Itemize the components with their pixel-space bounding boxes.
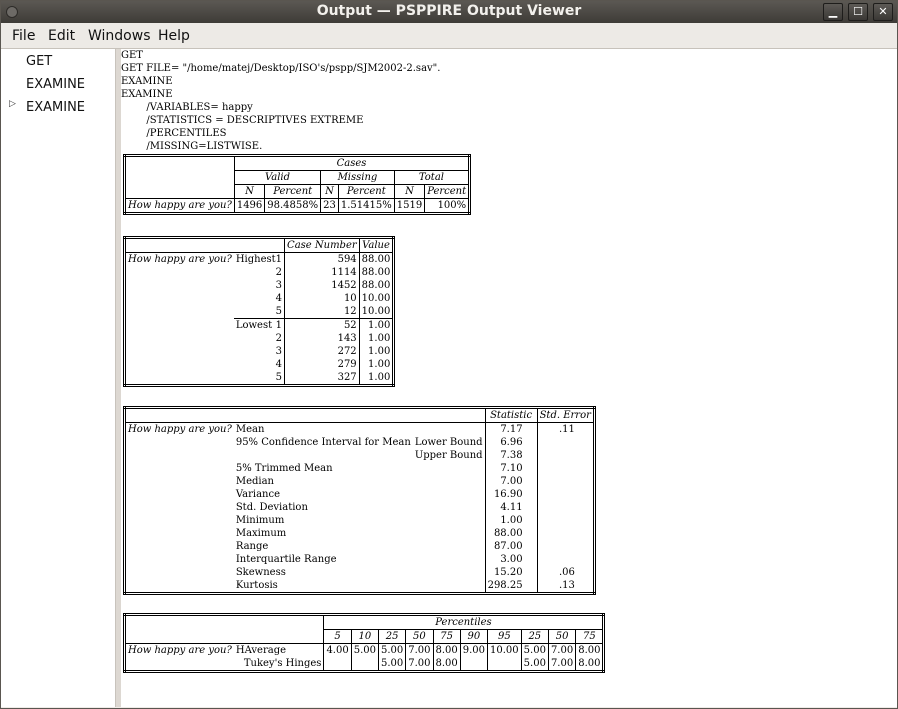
percentile-value: 8.00 — [433, 657, 460, 672]
method-prefix: H — [235, 645, 245, 656]
rank-cell: 4 — [234, 358, 285, 371]
rank-cell: 2 — [234, 332, 285, 345]
value-cell: 1.00 — [359, 358, 394, 371]
percentile-value — [460, 657, 487, 672]
percentile-col: 5 — [324, 630, 351, 644]
corner-cell — [125, 408, 486, 423]
cases-header: Cases — [234, 156, 469, 171]
percentile-value: 7.00 — [548, 657, 575, 672]
syntax-log — [121, 49, 440, 153]
case-cell: 594 — [285, 253, 360, 267]
percentile-value: 10.00 — [488, 644, 522, 658]
highest-label: Highest — [235, 254, 276, 265]
stat-error: .13 — [537, 579, 594, 594]
percentile-value: 7.00 — [548, 644, 575, 658]
minimize-icon: ▁ — [828, 5, 838, 18]
missing-header: Missing — [321, 171, 395, 185]
case-cell: 279 — [285, 358, 360, 371]
rank-cell: 2 — [234, 266, 285, 279]
case-cell: 12 — [285, 305, 360, 319]
percentile-col: 75 — [576, 630, 604, 644]
syntax-line: EXAMINE — [121, 89, 173, 100]
corner-cell — [125, 156, 235, 199]
output-pane — [121, 49, 897, 707]
value-header: Value — [359, 238, 394, 253]
cell-value: 1496 — [234, 199, 264, 214]
stat-value: 7.38 — [485, 449, 537, 462]
rank-cell: 5 — [234, 305, 285, 319]
stat-error — [537, 436, 594, 449]
case-summary-table — [123, 154, 471, 215]
method-name: Average — [244, 645, 287, 656]
percentile-value: 4.00 — [324, 644, 351, 658]
stat-error — [537, 540, 594, 553]
stat-error: .06 — [537, 566, 594, 579]
stat-sublabel — [413, 423, 485, 437]
percentile-value — [324, 657, 351, 672]
case-cell: 52 — [285, 319, 360, 333]
cell-value: 100% — [425, 199, 470, 214]
sub-header: Percent — [265, 185, 321, 199]
minimize-button[interactable] — [823, 3, 843, 21]
percentile-value: 5.00 — [521, 644, 548, 658]
value-cell: 1.00 — [359, 345, 394, 358]
cell-value: 98.4858% — [265, 199, 321, 214]
corner-cell — [125, 238, 285, 253]
percentile-col: 25 — [378, 630, 405, 644]
row-label: How happy are you? — [125, 644, 234, 672]
stat-sublabel — [413, 540, 485, 553]
stat-value: 7.10 — [485, 462, 537, 475]
sub-header: N — [234, 185, 264, 199]
stat-value: 15.20 — [485, 566, 537, 579]
maximize-icon: ☐ — [853, 5, 863, 18]
percentile-col: 95 — [488, 630, 522, 644]
menu-help[interactable]: Help — [158, 28, 190, 44]
percentile-col: 50 — [548, 630, 575, 644]
tree-item-examine-expandable[interactable]: EXAMINE — [26, 100, 86, 115]
cell-value: 1.51415% — [338, 199, 394, 214]
extreme-values-table — [123, 236, 395, 387]
syntax-line: /PERCENTILES — [121, 128, 227, 139]
syntax-line: /MISSING=LISTWISE. — [121, 141, 263, 152]
stat-sublabel — [413, 475, 485, 488]
stat-sublabel — [413, 488, 485, 501]
statistic-header: Statistic — [485, 408, 537, 423]
rank-cell: 3 — [234, 345, 285, 358]
percentile-col: 90 — [460, 630, 487, 644]
stat-error — [537, 514, 594, 527]
stat-label: Range — [235, 541, 269, 552]
stat-label: Median — [235, 476, 274, 487]
percentiles-table — [123, 613, 605, 673]
stat-value: 88.00 — [485, 527, 537, 540]
stat-error — [537, 475, 594, 488]
lowest-label: Lowest — [235, 320, 273, 331]
close-icon: ✕ — [878, 5, 888, 18]
stat-sublabel — [413, 462, 485, 475]
sub-header: N — [394, 185, 424, 199]
stat-label: Std. Deviation — [235, 502, 308, 513]
percentile-col: 10 — [351, 630, 378, 644]
rank-cell: 4 — [234, 292, 285, 305]
percentiles-header: Percentiles — [324, 615, 604, 630]
menu-edit[interactable]: Edit — [48, 28, 76, 44]
case-cell: 1452 — [285, 279, 360, 292]
total-header: Total — [394, 171, 469, 185]
value-cell: 10.00 — [359, 292, 394, 305]
cell-value: 23 — [321, 199, 339, 214]
sub-header: Percent — [338, 185, 394, 199]
stat-sublabel — [413, 501, 485, 514]
stat-sublabel — [413, 579, 485, 594]
valid-header: Valid — [234, 171, 320, 185]
maximize-button[interactable] — [848, 3, 868, 21]
case-number-header: Case Number — [285, 238, 360, 253]
value-cell: 88.00 — [359, 279, 394, 292]
stat-label: Skewness — [235, 567, 286, 578]
stat-error — [537, 527, 594, 540]
menu-windows[interactable]: Windows — [88, 28, 151, 44]
menu-file[interactable]: File — [12, 28, 36, 44]
case-cell: 1114 — [285, 266, 360, 279]
stat-label — [234, 449, 413, 462]
stat-label: Maximum — [235, 528, 287, 539]
stat-error — [537, 553, 594, 566]
value-cell: 1.00 — [359, 332, 394, 345]
percentile-value: 5.00 — [521, 657, 548, 672]
percentile-value: 9.00 — [460, 644, 487, 658]
menu-bar — [1, 23, 897, 49]
stat-error — [537, 449, 594, 462]
stat-label: 5% Trimmed Mean — [235, 463, 333, 474]
percentile-value: 7.00 — [406, 644, 433, 658]
syntax-line: GET FILE= "/home/matej/Desktop/ISO's/pspp/SJM2002-2.sav". — [121, 63, 441, 74]
stat-value: 1.00 — [485, 514, 537, 527]
expand-arrow-icon[interactable]: ▷ — [9, 99, 16, 109]
rank: 1 — [275, 320, 283, 331]
stat-value: 87.00 — [485, 540, 537, 553]
output-tree — [1, 49, 115, 707]
row-label: How happy are you? — [125, 423, 234, 594]
case-cell: 272 — [285, 345, 360, 358]
stat-label: Variance — [235, 489, 280, 500]
case-cell: 143 — [285, 332, 360, 345]
percentile-value: 5.00 — [378, 657, 405, 672]
value-cell: 1.00 — [359, 371, 394, 386]
percentile-col: 50 — [406, 630, 433, 644]
rank: 1 — [275, 254, 283, 265]
stat-sublabel — [413, 514, 485, 527]
syntax-line: GET — [121, 50, 143, 61]
rank-cell: 5 — [234, 371, 285, 386]
stat-value: 7.17 — [485, 423, 537, 437]
stat-label: Mean — [235, 424, 265, 435]
percentile-value: 8.00 — [433, 644, 460, 658]
std-error-header: Std. Error — [537, 408, 594, 423]
close-button[interactable] — [873, 3, 893, 21]
method-label: Tukey's Hinges — [234, 657, 324, 672]
stat-sublabel: Lower Bound — [413, 436, 485, 449]
syntax-line: /STATISTICS = DESCRIPTIVES EXTREME — [121, 115, 364, 126]
rank-cell — [234, 253, 285, 267]
value-cell: 88.00 — [359, 253, 394, 267]
stat-value: 7.00 — [485, 475, 537, 488]
percentile-value: 5.00 — [378, 644, 405, 658]
case-cell: 10 — [285, 292, 360, 305]
stat-value: 16.90 — [485, 488, 537, 501]
stat-label: 95% Confidence Interval for Mean — [235, 437, 411, 448]
case-cell: 327 — [285, 371, 360, 386]
stat-sublabel — [413, 527, 485, 540]
stat-label: Minimum — [235, 515, 285, 526]
value-cell: 88.00 — [359, 266, 394, 279]
stat-label: Interquartile Range — [235, 554, 337, 565]
cell-value: 1519 — [394, 199, 424, 214]
stat-error: .11 — [537, 423, 594, 437]
corner-cell — [125, 615, 324, 644]
title-bar[interactable] — [1, 1, 897, 23]
stat-value: 298.25 — [485, 579, 537, 594]
rank-cell — [234, 319, 285, 333]
percentile-value — [488, 657, 522, 672]
window-title: Output — PSPPIRE Output Viewer — [316, 3, 582, 19]
percentile-col: 75 — [433, 630, 460, 644]
percentile-value: 8.00 — [576, 657, 604, 672]
sub-header: Percent — [425, 185, 470, 199]
stat-value: 3.00 — [485, 553, 537, 566]
tree-item-examine[interactable]: EXAMINE — [26, 77, 86, 92]
stat-sublabel — [413, 566, 485, 579]
method-label — [234, 644, 324, 658]
percentile-value: 8.00 — [576, 644, 604, 658]
stat-error — [537, 488, 594, 501]
rank-cell: 3 — [234, 279, 285, 292]
row-label: How happy are you? — [125, 199, 235, 214]
stat-error — [537, 501, 594, 514]
value-cell: 1.00 — [359, 319, 394, 333]
percentile-value: 5.00 — [351, 644, 378, 658]
descriptives-table — [123, 406, 596, 595]
syntax-line: /VARIABLES= happy — [121, 102, 253, 113]
stat-error — [537, 462, 594, 475]
stat-value: 6.96 — [485, 436, 537, 449]
sub-header: N — [321, 185, 339, 199]
syntax-line: EXAMINE — [121, 76, 173, 87]
stat-label: Kurtosis — [234, 579, 413, 594]
tree-item-get[interactable]: GET — [26, 54, 53, 69]
percentile-value: 7.00 — [406, 657, 433, 672]
stat-sublabel — [413, 553, 485, 566]
row-label: How happy are you? — [125, 253, 234, 386]
percentile-value — [351, 657, 378, 672]
stat-value: 4.11 — [485, 501, 537, 514]
stat-sublabel: Upper Bound — [413, 449, 485, 462]
percentile-col: 25 — [521, 630, 548, 644]
value-cell: 10.00 — [359, 305, 394, 319]
